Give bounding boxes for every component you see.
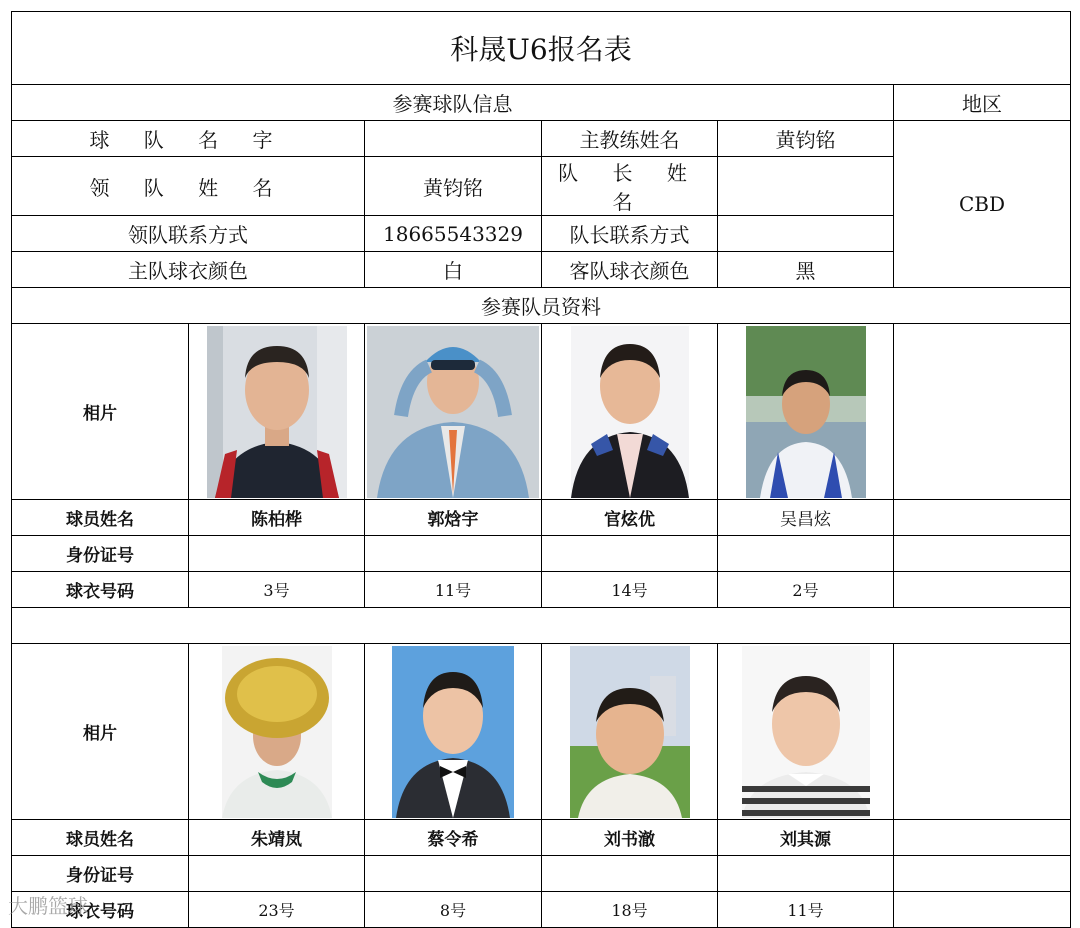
team-name-label: 球 队 名 字 <box>12 121 365 157</box>
head-coach-label: 主教练姓名 <box>542 121 718 157</box>
player-photo-cell <box>718 644 894 820</box>
leader-name-label: 领 队 姓 名 <box>12 157 365 216</box>
head-coach-value: 黄钧铭 <box>718 121 894 157</box>
captain-contact-label: 队长联系方式 <box>542 216 718 252</box>
empty-cell <box>894 500 1071 536</box>
id-label: 身份证号 <box>12 536 189 572</box>
player-photo <box>570 646 690 818</box>
away-color-value: 黑 <box>718 252 894 288</box>
captain-name-value <box>718 157 894 216</box>
photo-label: 相片 <box>12 324 189 500</box>
player-name: 郭焓宇 <box>365 500 542 536</box>
player-id <box>542 856 718 892</box>
photo-label: 相片 <box>12 644 189 820</box>
leader-contact-value: 18665543329 <box>365 216 542 252</box>
form-title: 科晟U6报名表 <box>12 12 1071 85</box>
home-color-label: 主队球衣颜色 <box>12 252 365 288</box>
region-label: 地区 <box>894 85 1071 121</box>
player-photo <box>367 326 539 498</box>
player-id <box>365 536 542 572</box>
watermark: 大鹏篮球 <box>8 894 88 918</box>
empty-cell <box>894 572 1071 608</box>
player-photo-cell <box>189 644 365 820</box>
player-id <box>189 856 365 892</box>
player-name: 陈柏桦 <box>189 500 365 536</box>
captain-contact-value <box>718 216 894 252</box>
player-id <box>542 536 718 572</box>
player-number: 8号 <box>365 892 542 928</box>
player-id <box>365 856 542 892</box>
player-photo-cell <box>189 324 365 500</box>
player-photo <box>742 646 870 818</box>
leader-contact-label: 领队联系方式 <box>12 216 365 252</box>
player-number: 11号 <box>718 892 894 928</box>
captain-name-label: 队 长 姓 名 <box>542 157 718 216</box>
empty-cell <box>894 324 1071 500</box>
player-id <box>189 536 365 572</box>
id-label: 身份证号 <box>12 856 189 892</box>
empty-cell <box>894 820 1071 856</box>
player-number: 14号 <box>542 572 718 608</box>
empty-cell <box>894 536 1071 572</box>
player-photo-cell <box>718 324 894 500</box>
empty-cell <box>894 644 1071 820</box>
player-number: 18号 <box>542 892 718 928</box>
player-name: 刘书澈 <box>542 820 718 856</box>
player-number: 11号 <box>365 572 542 608</box>
player-photo <box>571 326 689 498</box>
player-photo-cell <box>542 644 718 820</box>
player-number: 2号 <box>718 572 894 608</box>
player-name: 吴昌炫 <box>718 500 894 536</box>
player-photo <box>222 646 332 818</box>
away-color-label: 客队球衣颜色 <box>542 252 718 288</box>
player-id <box>718 856 894 892</box>
region-value: CBD <box>894 121 1071 288</box>
players-header: 参赛队员资料 <box>12 288 1071 324</box>
home-color-value: 白 <box>365 252 542 288</box>
team-info-header: 参赛球队信息 <box>12 85 894 121</box>
player-photo <box>746 326 866 498</box>
number-label: 球衣号码 <box>12 892 189 928</box>
spacer-row <box>12 608 1071 644</box>
player-name: 官炫优 <box>542 500 718 536</box>
player-photo-cell <box>542 324 718 500</box>
team-name-value <box>365 121 542 157</box>
leader-name-value: 黄钧铭 <box>365 157 542 216</box>
player-photo <box>392 646 514 818</box>
player-number: 3号 <box>189 572 365 608</box>
player-number: 23号 <box>189 892 365 928</box>
player-photo <box>207 326 347 498</box>
player-photo-cell <box>365 644 542 820</box>
player-id <box>718 536 894 572</box>
player-name: 蔡令希 <box>365 820 542 856</box>
player-photo-cell <box>365 324 542 500</box>
empty-cell <box>894 856 1071 892</box>
player-name: 刘其源 <box>718 820 894 856</box>
player-name: 朱靖岚 <box>189 820 365 856</box>
number-label: 球衣号码 <box>12 572 189 608</box>
empty-cell <box>894 892 1071 928</box>
name-label: 球员姓名 <box>12 820 189 856</box>
registration-form <box>11 11 1071 928</box>
name-label: 球员姓名 <box>12 500 189 536</box>
